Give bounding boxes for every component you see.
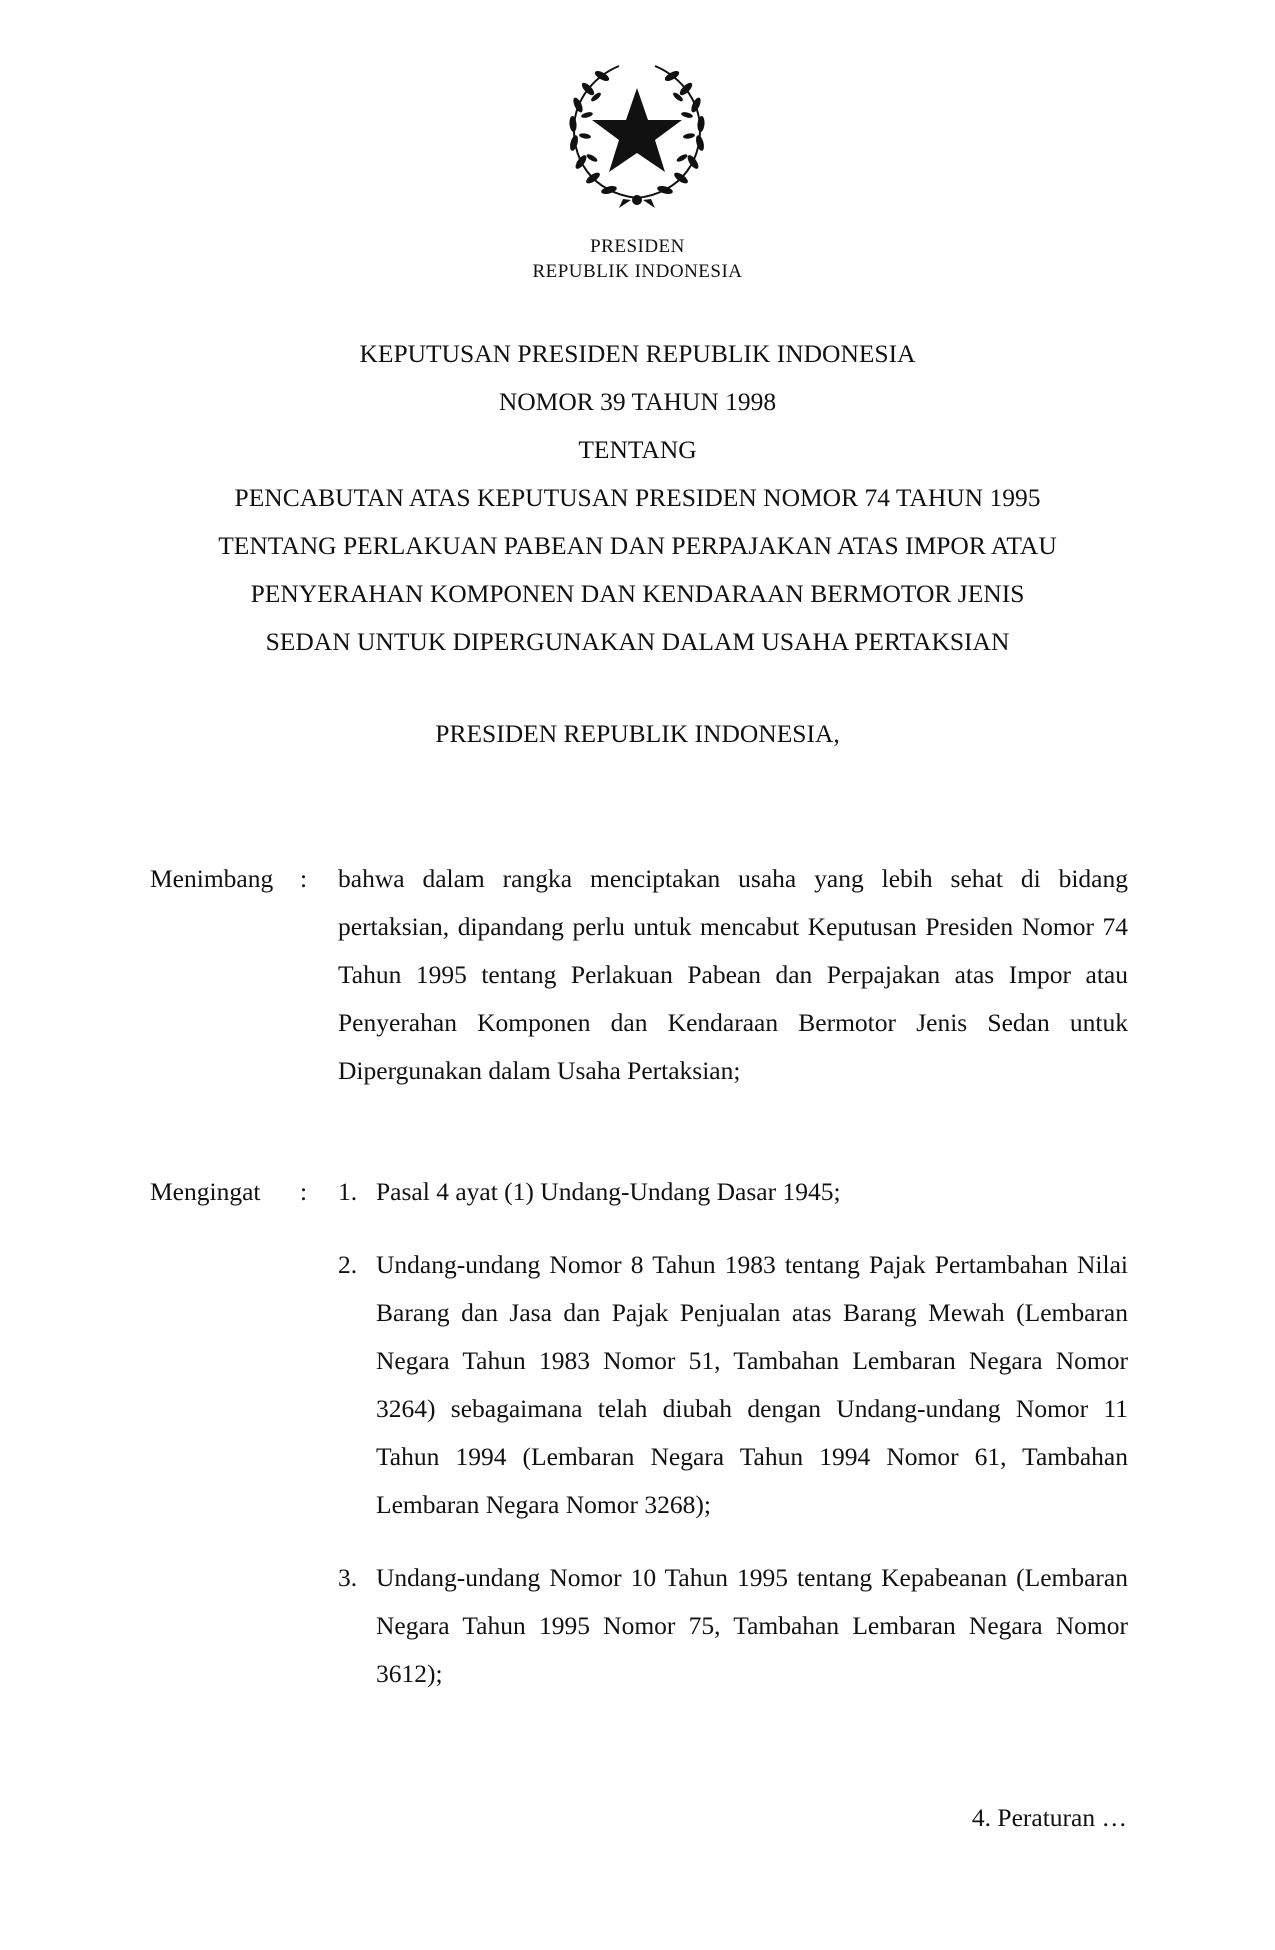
title-line: KEPUTUSAN PRESIDEN REPUBLIK INDONESIA — [359, 339, 916, 368]
title-line: SEDAN UNTUK DIPERGUNAKAN DALAM USAHA PERTAKSIAN — [265, 627, 1010, 656]
decree-title — [0, 330, 1275, 666]
mengingat-item-text: Undang-undang Nomor 10 Tahun 1995 tentang Kepabeanan (Lembaran Negara Tahun 1995 Nomor 75, Tambahan Lembaran Negara Nomor 3612); — [376, 1563, 1128, 1688]
title-line: PENYERAHAN KOMPONEN DAN KENDARAAN BERMOTOR JENIS — [250, 579, 1025, 608]
mengingat-item-number: 3. — [338, 1563, 358, 1592]
emblem-caption-president: PRESIDEN — [590, 236, 685, 257]
title-line: NOMOR 39 TAHUN 1998 — [498, 387, 777, 416]
president-heading: PRESIDEN REPUBLIK INDONESIA, — [435, 719, 840, 748]
menimbang-text: bahwa dalam rangka menciptakan usaha yang lebih sehat di bidang pertaksian, dipandang perlu untuk mencabut Keputusan Presiden Nomor 74 Tahun 1995 tentang Perlakuan Pabean dan Perpajakan atas Impor atau Penyerahan Komponen dan Kendaraan Bermotor Jenis Sedan untuk Dipergunakan dalam Usaha Pertaksian; — [338, 864, 1128, 1085]
mengingat-item-text: Undang-undang Nomor 8 Tahun 1983 tentang Pajak Pertambahan Nilai Barang dan Jasa dan Pajak Penjualan atas Barang Mewah (Lembaran Negara Tahun 1983 Nomor 51, Tambahan Lembaran Negara Nomor 3264) sebagaimana telah diubah dengan Undang-undang Nomor 11 Tahun 1994 (Lembaran Negara Tahun 1994 Nomor 61, Tambahan Lembaran Negara Nomor 3268); — [376, 1250, 1128, 1519]
title-line: PENCABUTAN ATAS KEPUTUSAN PRESIDEN NOMOR 74 TAHUN 1995 — [234, 483, 1041, 512]
mengingat-colon: : — [300, 1177, 308, 1206]
menimbang-colon: : — [300, 864, 308, 893]
star-wreath-emblem — [557, 58, 717, 218]
mengingat-item-number: 2. — [338, 1250, 358, 1279]
mengingat-item-text: Pasal 4 ayat (1) Undang-Undang Dasar 1945; — [376, 1177, 841, 1206]
emblem-caption-republic: REPUBLIK INDONESIA — [532, 261, 743, 282]
page-continuation: 4. Peraturan … — [971, 1803, 1127, 1832]
title-line: TENTANG — [578, 435, 697, 464]
menimbang-label: Menimbang — [150, 864, 274, 893]
mengingat-item-number: 1. — [338, 1177, 358, 1206]
mengingat-label: Mengingat — [150, 1177, 261, 1206]
title-line: TENTANG PERLAKUAN PABEAN DAN PERPAJAKAN ATAS IMPOR ATAU — [218, 531, 1057, 560]
